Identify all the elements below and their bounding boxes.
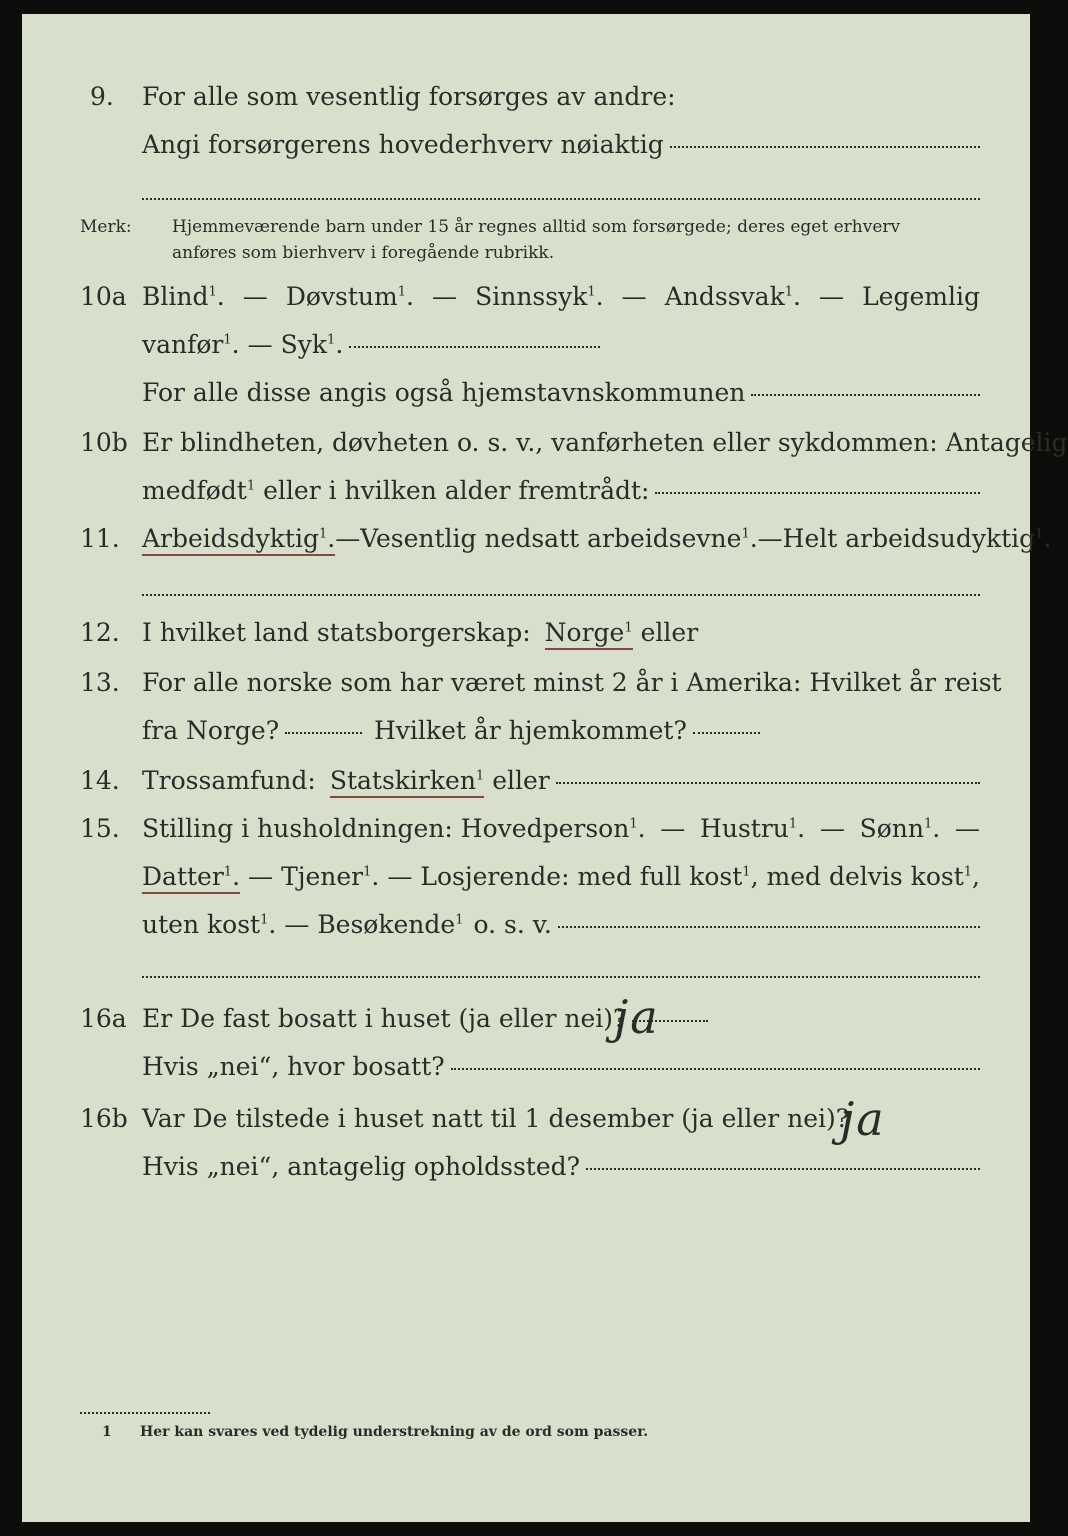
- merk-line1: Hjemmeværende barn under 15 år regnes alltid som forsørgede; deres eget erhverv: [172, 217, 901, 237]
- q16b-handwritten-answer: ja: [840, 1092, 886, 1146]
- q10a-line3: [142, 378, 980, 408]
- q13-fra-norge: fra Norge?: [142, 716, 280, 745]
- q16b-line2: [142, 1152, 980, 1182]
- q14-line1: [142, 766, 980, 798]
- option-hustru[interactable]: Hustru$^1$.: [700, 814, 806, 843]
- question-number: 16b: [80, 1104, 128, 1133]
- q10b-text-2: eller i hvilken alder fremtrådt:: [263, 476, 650, 505]
- q15-extra-line[interactable]: [142, 976, 980, 978]
- option-full-kost[interactable]: Losjerende: med full kost$^1$,: [420, 862, 759, 891]
- q14-eller: eller: [492, 766, 550, 795]
- q9-line2: [142, 130, 980, 160]
- q16b-text-1: Var De tilstede i huset natt til 1 desember (ja eller nei)?: [142, 1104, 850, 1133]
- q13-line2a: [142, 716, 362, 746]
- q16b-line1: [142, 1104, 849, 1134]
- option-hovedperson[interactable]: Stilling i husholdningen: Hovedperson$^1$.: [142, 814, 646, 843]
- q15-answer-line[interactable]: [558, 926, 980, 928]
- option-arbeidsdyktig[interactable]: Arbeidsdyktig$^1$.: [142, 524, 335, 556]
- q11-extra-line[interactable]: [142, 594, 980, 596]
- option-uten-kost[interactable]: uten kost$^1$.: [142, 910, 277, 939]
- option-sinnssyk[interactable]: Sinnssyk$^1$.: [475, 282, 604, 311]
- option-nedsatt-arbeidsevne[interactable]: Vesentlig nedsatt arbeidsevne$^1$.: [360, 524, 758, 553]
- q12-text: I hvilket land statsborgerskap:: [142, 618, 531, 647]
- question-number: 9.: [90, 82, 114, 111]
- q10a-line1: Blind$^1$. — Døvstum$^1$. — Sinnssyk$^1$. — Andssvak$^1$. — Legemlig: [142, 282, 980, 311]
- option-andssvak[interactable]: Andssvak$^1$.: [664, 282, 801, 311]
- q16a-text-2: Hvis „nei“, hvor bosatt?: [142, 1052, 445, 1081]
- question-number: 11.: [80, 524, 120, 553]
- option-datter[interactable]: Datter$^1$.: [142, 862, 240, 894]
- q13-fra-norge-answer-line[interactable]: [285, 732, 362, 734]
- footnote-rule: [80, 1412, 210, 1414]
- q16a-text-1: Er De fast bosatt i huset (ja eller nei)?: [142, 1004, 627, 1033]
- question-number: 12.: [80, 618, 120, 647]
- question-number: 10b: [80, 428, 128, 457]
- q13-hjemkommet: Hvilket år hjemkommet?: [374, 716, 687, 745]
- option-vanfor[interactable]: vanfør$^1$.: [142, 330, 240, 359]
- q14-text: Trossamfund:: [142, 766, 316, 795]
- q14-answer-line[interactable]: [556, 782, 980, 784]
- q13-text-1: For alle norske som har været minst 2 år i Amerika: Hvilket år reist: [142, 668, 1002, 697]
- option-statskirken[interactable]: Statskirken$^1$: [330, 766, 484, 798]
- q15-osv: o. s. v.: [473, 910, 552, 939]
- q12-eller: eller: [640, 618, 699, 647]
- merk-line2: anføres som bierhverv i foregående rubrikk.: [172, 243, 555, 263]
- q13-line1: [142, 668, 1002, 698]
- option-syk[interactable]: Syk$^1$.: [280, 330, 344, 359]
- option-blind[interactable]: Blind$^1$.: [142, 282, 225, 311]
- option-besokende[interactable]: Besøkende$^1$: [317, 910, 464, 939]
- q11-line1: Arbeidsdyktig$^1$. — Vesentlig nedsatt arbeidsevne$^1$. — Helt arbeidsudyktig$^1$.: [142, 524, 980, 556]
- q16b-answer-line[interactable]: [586, 1168, 980, 1170]
- q15-line3: uten kost$^1$. — Besøkende$^1$ o. s. v.: [142, 910, 980, 940]
- question-number: 14.: [80, 766, 120, 795]
- question-number: 16a: [80, 1004, 127, 1033]
- question-number: 15.: [80, 814, 120, 843]
- census-form-page: [22, 14, 1068, 1522]
- footnote-text: Her kan svares ved tydelig understrekning av de ord som passer.: [140, 1424, 649, 1440]
- q13-line2b: [374, 716, 760, 746]
- q12-line1: [142, 618, 700, 650]
- option-norge[interactable]: Norge$^1$: [545, 618, 633, 650]
- q13-hjemkommet-answer-line[interactable]: [693, 732, 760, 734]
- option-tjener[interactable]: Tjener$^1$.: [281, 862, 380, 891]
- q10a-syk-answer-line[interactable]: [349, 346, 600, 348]
- question-number: 10a: [80, 282, 127, 311]
- q9-answer-line[interactable]: [670, 146, 980, 148]
- option-sonn[interactable]: Sønn$^1$.: [859, 814, 941, 843]
- q9-text-2: Angi forsørgerens hovederhverv nøiaktig: [142, 130, 664, 159]
- q15-line1: Stilling i husholdningen: Hovedperson$^1$. — Hustru$^1$. — Sønn$^1$. —: [142, 814, 980, 843]
- q10a-text-3: For alle disse angis også hjemstavnskommunen: [142, 378, 746, 407]
- option-delvis-kost[interactable]: med delvis kost$^1$,: [766, 862, 980, 891]
- option-legemlig[interactable]: Legemlig: [862, 282, 980, 311]
- q10a-line2: vanfør$^1$. — Syk$^1$.: [142, 330, 600, 360]
- option-medfodt[interactable]: medfødt$^1$: [142, 476, 256, 505]
- q10a-hjemstavn-answer-line[interactable]: [751, 394, 980, 396]
- q10b-line1: [142, 428, 1068, 458]
- footnote-mark: 1: [102, 1424, 112, 1440]
- option-dovstum[interactable]: Døvstum$^1$.: [285, 282, 414, 311]
- q16a-line2: [142, 1052, 980, 1082]
- q9-extra-line[interactable]: [142, 198, 980, 200]
- q15-line2: Datter$^1$. — Tjener$^1$. — Losjerende: med full kost$^1$, med delvis kost$^1$,: [142, 862, 980, 894]
- merk-label: Merk:: [80, 217, 132, 237]
- q9-line1: [142, 82, 676, 112]
- q16a-handwritten-answer: ja: [614, 990, 660, 1044]
- q10b-line2: [142, 476, 980, 506]
- q10b-text-1: Er blindheten, døvheten o. s. v., vanførheten eller sykdommen: Antagelig: [142, 428, 1068, 457]
- q10b-answer-line[interactable]: [655, 492, 980, 494]
- q16b-text-2: Hvis „nei“, antagelig opholdssted?: [142, 1152, 581, 1181]
- q9-text-1: For alle som vesentlig forsørges av andre:: [142, 82, 676, 111]
- question-number: 13.: [80, 668, 120, 697]
- q16a-bosatt-answer-line[interactable]: [451, 1068, 980, 1070]
- option-arbeidsudyktig[interactable]: Helt arbeidsudyktig$^1$.: [782, 524, 1052, 553]
